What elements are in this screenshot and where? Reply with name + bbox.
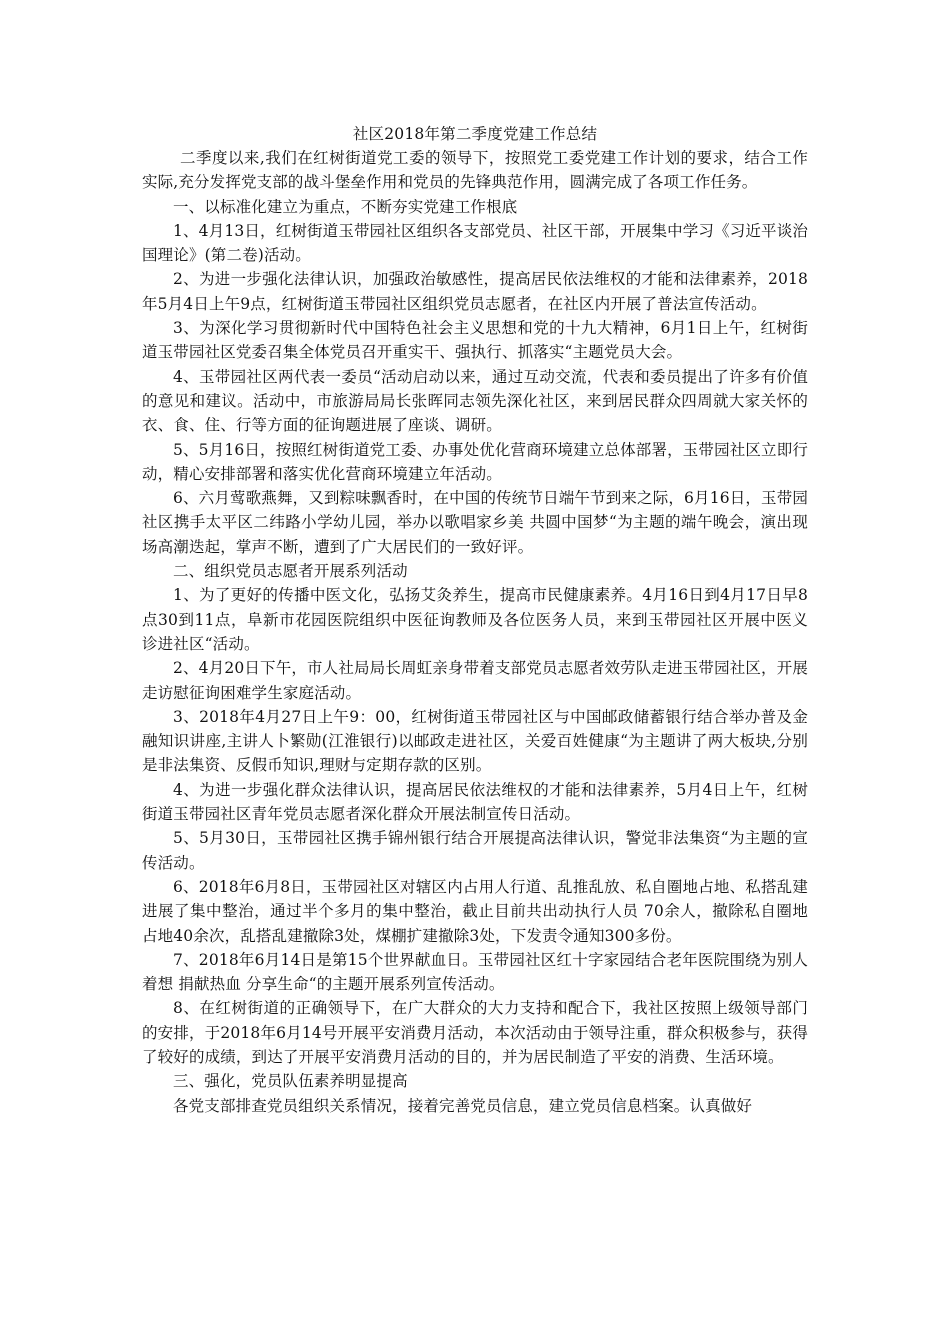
section-2-item-3: 3、2018年4月27日上午9：00，红树街道玉带园社区与中国邮政储蓄银行结合举办普及金融知识讲座,主讲人卜繁勋(江淮银行)以邮政走进社区，关爱百姓健康“为主题讲了两大板块,分别是非法集资、反假币知识,理财与定期存款的区别。 [142, 707, 808, 775]
section-2-item-2: 2、4月20日下午，市人社局局长周虹亲身带着支部党员志愿者效劳队走进玉带园社区，开展走访慰征询困难学生家庭活动。 [142, 659, 808, 702]
section-2-item-5: 5、5月30日，玉带园社区携手锦州银行结合开展提高法律认识，警觉非法集资“为主题的宣传活动。 [142, 829, 808, 872]
section-3-heading: 三、强化，党员队伍素养明显提高 [173, 1072, 408, 1091]
section-1-item-5: 5、5月16日，按照红树街道党工委、办事处优化营商环境建立总体部署，玉带园社区立即行动，精心安排部署和落实优化营商环境建立年活动。 [142, 440, 808, 483]
section-2-item-7: 7、2018年6月14日是第15个世界献血日。玉带园社区红十字家园结合老年医院围绕为别人着想 捐献热血 分享生命“的主题开展系列宣传活动。 [142, 950, 808, 994]
section-2-item-1: 1、为了更好的传播中医文化，弘扬艾灸养生，提高市民健康素养。4月16日到4月17日早8点30到11点，阜新市花园医院组织中医征询教师及各位医务人员，来到玉带园社区开展中医义诊进社区“活动。 [142, 586, 808, 653]
document-title: 社区2018年第二季度党建工作总结 [352, 125, 598, 143]
section-2-item-4: 4、为进一步强化群众法律认识，提高居民依法维权的才能和法律素养，5月4日上午，红树街道玉带园社区青年党员志愿者深化群众开展法制宣传日活动。 [142, 780, 808, 824]
section-1-item-4: 4、玉带园社区两代表一委员“活动启动以来，通过互动交流，代表和委员提出了许多有价值的意见和建议。活动中，市旅游局局长张晖同志领先深化社区，来到居民群众四周就大家关怀的衣、食、住、行等方面的征询题进展了座谈、调研。 [142, 367, 808, 435]
section-1-heading: 一、以标准化建立为重点，不断夯实党建工作根底 [173, 197, 518, 216]
intro-paragraph: 二季度以来,我们在红树街道党工委的领导下，按照党工委党建工作计划的要求，结合工作实际,充分发挥党支部的战斗堡垒作用和党员的先锋典范作用，圆满完成了各项工作任务。 [142, 149, 808, 192]
section-1-item-2: 2、为进一步强化法律认识，加强政治敏感性，提高居民依法维权的才能和法律素养，2018年5月4日上午9点，红树街道玉带园社区组织党员志愿者，在社区内开展了普法宣传活动。 [142, 270, 808, 313]
section-2-heading: 二、组织党员志愿者开展系列活动 [173, 562, 408, 581]
section-1-item-6: 6、六月莺歌燕舞，又到粽味飘香时，在中国的传统节日端午节到来之际，6月16日，玉带园社区携手太平区二纬路小学幼儿园，举办以歌唱家乡美 共圆中国梦“为主题的端午晚会，演出现场高潮迭起，掌声不断，遭到了广大居民们的一致好评。 [142, 489, 808, 556]
section-3-item-1: 各党支部排查党员组织关系情况，接着完善党员信息，建立党员信息档案。认真做好 [173, 1096, 753, 1115]
section-1-item-1: 1、4月13日，红树街道玉带园社区组织各支部党员、社区干部，开展集中学习《习近平谈治国理论》(第二卷)活动。 [142, 221, 808, 265]
section-2-item-8: 8、在红树街道的正确领导下，在广大群众的大力支持和配合下，我社区按照上级领导部门的安排，于2018年6月14号开展平安消费月活动，本次活动由于领导注重，群众积极参与，获得了较好的成绩，到达了开展平安消费月活动的目的，并为居民制造了平安的消费、生活环境。 [142, 999, 808, 1066]
document-body [142, 122, 808, 1118]
section-2-item-6: 6、2018年6月8日，玉带园社区对辖区内占用人行道、乱推乱放、私自圈地占地、私搭乱建进展了集中整治，通过半个多月的集中整治，截止目前共出动执行人员 70余人，撤除私自圈地占地40余次，乱搭乱建撤除3处，煤棚扩建撤除3处，下发责令通知300多份。 [142, 877, 808, 945]
section-1-item-3: 3、为深化学习贯彻新时代中国特色社会主义思想和党的十九大精神，6月1日上午，红树街道玉带园社区党委召集全体党员召开重实干、强执行、抓落实“主题党员大会。 [142, 319, 808, 362]
